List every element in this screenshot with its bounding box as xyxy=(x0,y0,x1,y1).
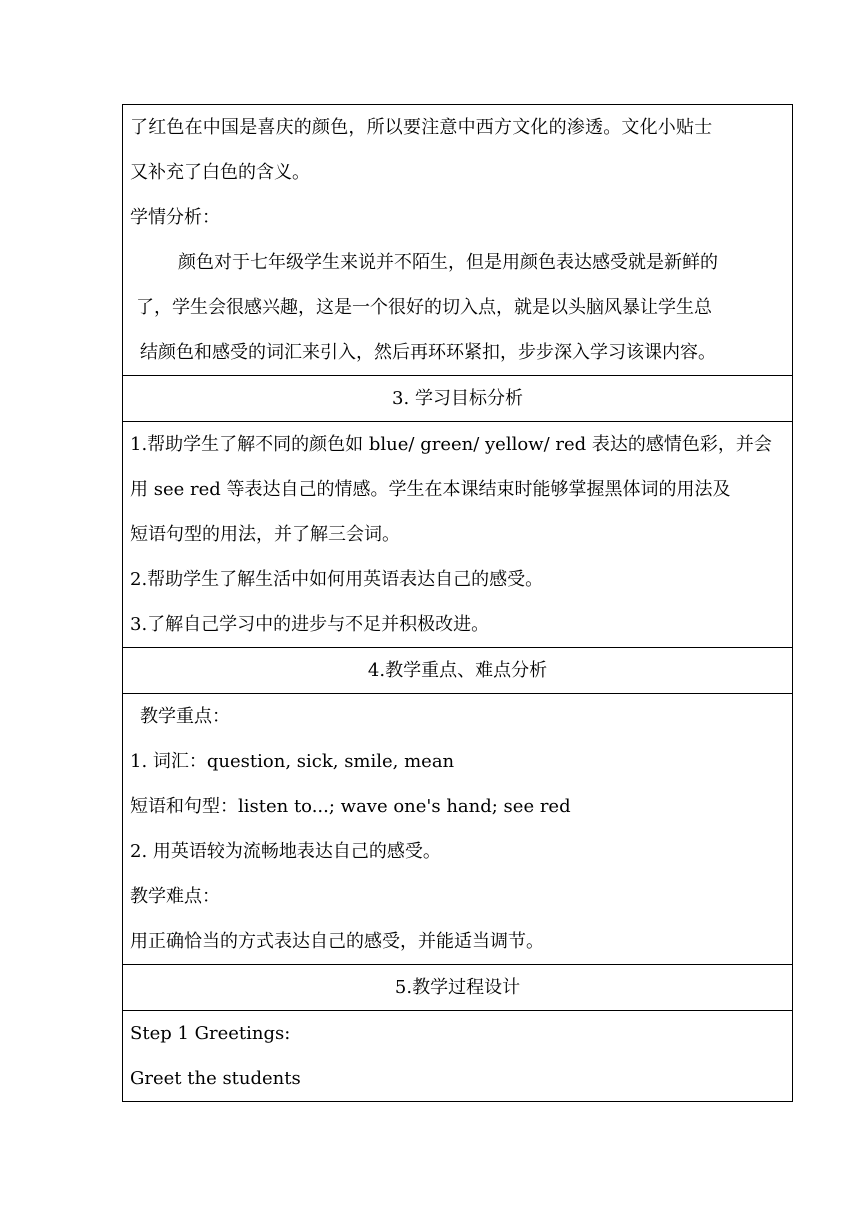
intro-cell xyxy=(123,105,793,376)
text-line: 颜色对于七年级学生来说并不陌生，但是用颜色表达感受就是新鲜的 xyxy=(178,252,718,273)
process-cell xyxy=(123,1011,793,1102)
subheading-learner-analysis: 学情分析： xyxy=(130,207,220,228)
text-line: 1. 词汇：question, sick, smile, mean xyxy=(130,751,455,772)
text-line: Greet the students xyxy=(130,1068,301,1089)
table-row xyxy=(123,422,793,648)
table-row xyxy=(123,376,793,422)
text-line: 用 see red 等表达自己的情感。学生在本课结束时能够掌握黑体词的用法及 xyxy=(130,479,731,500)
text-line: 又补充了白色的含义。 xyxy=(130,162,310,183)
lesson-plan-table xyxy=(122,104,793,1102)
key-points-cell xyxy=(123,694,793,965)
table-row xyxy=(123,965,793,1011)
subheading-difficulties: 教学难点： xyxy=(130,886,220,907)
section-heading-5: 5.教学过程设计 xyxy=(123,965,793,1011)
table-row xyxy=(123,648,793,694)
subheading-key-points: 教学重点： xyxy=(140,706,230,727)
goals-cell xyxy=(123,422,793,648)
text-line: 短语和句型：listen to...; wave one's hand; see red xyxy=(130,796,571,817)
text-line: 短语句型的用法，并了解三会词。 xyxy=(130,524,400,545)
text-line: 结颜色和感受的词汇来引入，然后再环环紧扣，步步深入学习该课内容。 xyxy=(140,342,716,363)
text-line: 1.帮助学生了解不同的颜色如 blue/ green/ yellow/ red 表达的感情色彩，并会 xyxy=(130,434,772,455)
table-row xyxy=(123,105,793,376)
text-line: 3.了解自己学习中的进步与不足并积极改进。 xyxy=(130,614,490,635)
text-line: 2.帮助学生了解生活中如何用英语表达自己的感受。 xyxy=(130,569,544,590)
section-heading-3: 3. 学习目标分析 xyxy=(123,376,793,422)
text-line: 2. 用英语较为流畅地表达自己的感受。 xyxy=(130,841,441,862)
text-line: 用正确恰当的方式表达自己的感受，并能适当调节。 xyxy=(130,931,544,952)
section-heading-4: 4.教学重点、难点分析 xyxy=(123,648,793,694)
table-row xyxy=(123,694,793,965)
table-row xyxy=(123,1011,793,1102)
text-line: 了，学生会很感兴趣，这是一个很好的切入点，就是以头脑风暴让学生总 xyxy=(136,297,712,318)
text-line: Step 1 Greetings: xyxy=(130,1023,291,1044)
text-line: 了红色在中国是喜庆的颜色，所以要注意中西方文化的渗透。文化小贴士 xyxy=(130,117,713,138)
